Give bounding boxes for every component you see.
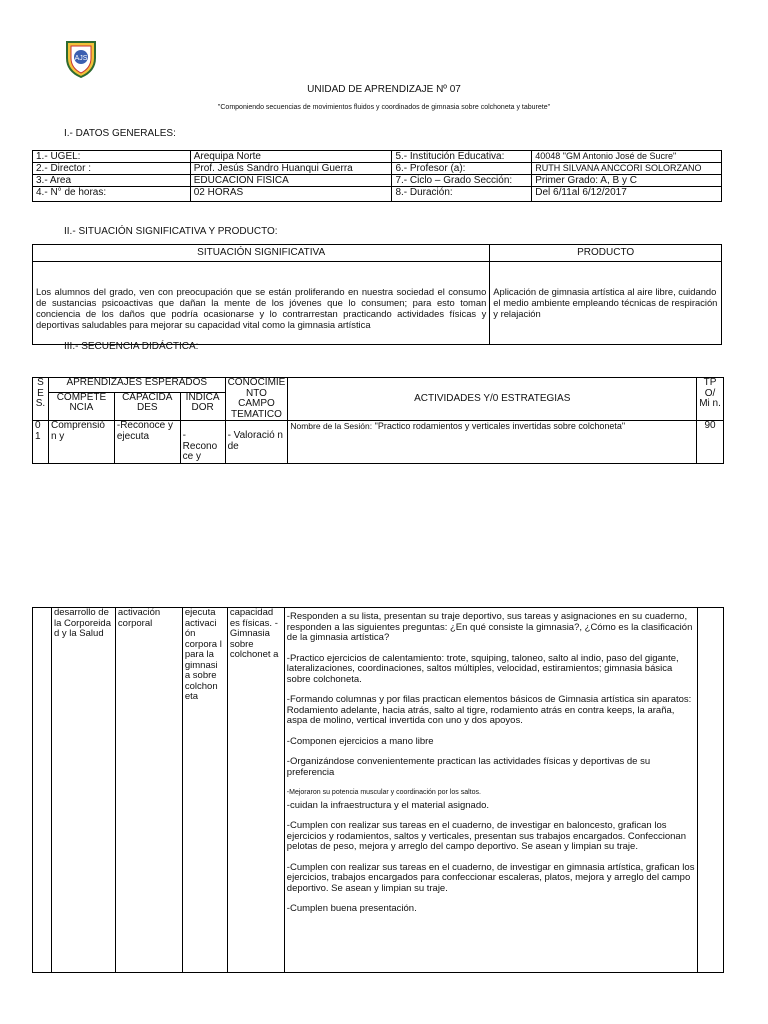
actividades-cell — [284, 608, 697, 973]
activity-item: -Formando columnas y por filas practican elementos básicos de Gimnasia artística sin aparatos: Rodamiento adelante, hacia atrás, salto al tigre, rodamiento atrás en contra keeps, la araña, aspa de molino, vertical invertida con uno y dos apoyos. — [286, 694, 692, 726]
value-cell: Primer Grado: A, B y C — [532, 175, 722, 187]
table-row — [33, 608, 724, 973]
label-cell: 1.- UGEL: — [33, 151, 191, 163]
label-cell: 6.- Profesor (a): — [392, 163, 532, 175]
section-situacion: II.- SITUACIÓN SIGNIFICATIVA Y PRODUCTO: — [64, 226, 278, 237]
capacidades-cell: activación corporal — [115, 608, 182, 973]
label-cell: 3.- Area — [33, 175, 191, 187]
capacidades-header: CAPACIDA DES — [114, 392, 180, 420]
table-row — [33, 151, 722, 163]
value-cell: RUTH SILVANA ANCCORI SOLORZANO — [532, 163, 722, 175]
ses-header: S E S. — [33, 378, 49, 421]
sesion-cell — [288, 421, 697, 464]
label-cell: 4.- N° de horas: — [33, 187, 191, 202]
conocimiento-cell: - Valoració n de — [225, 421, 288, 464]
tpo-header: TP O/ Mi n. — [697, 378, 724, 421]
secuencia-continuation-table — [32, 607, 724, 973]
situacion-table — [32, 244, 722, 345]
activity-item-small: -Mejoraron su potencia muscular y coordinación por los saltos. — [286, 789, 481, 796]
value-cell: Prof. Jesús Sandro Huanqui Guerra — [190, 163, 392, 175]
competencia-cell: Comprensió n y — [48, 421, 114, 464]
activity-item: -cuidan la infraestructura y el material asignado. — [286, 799, 490, 811]
activity-item: -Cumplen buena presentación. — [286, 903, 417, 914]
table-row — [33, 163, 722, 175]
tpo-cell — [697, 608, 723, 973]
producto-text: Aplicación de gimnasia artística al aire libre, cuidando el medio ambiente empleando técnicas de respiración y relajación — [490, 262, 722, 345]
label-cell: 8.- Duración: — [392, 187, 532, 202]
value-cell: EDUCACION FISICA — [190, 175, 392, 187]
value-cell: Arequipa Norte — [190, 151, 392, 163]
label-cell: 7.- Ciclo – Grado Sección: — [392, 175, 532, 187]
competencia-header: COMPETE NCIA — [48, 392, 114, 420]
datos-generales-table — [32, 150, 722, 202]
value-cell: 02 HORAS — [190, 187, 392, 202]
label-cell: 2.- Director : — [33, 163, 191, 175]
school-crest-icon — [64, 38, 98, 78]
activity-item: -Practico ejercicios de calentamiento: trote, squiping, taloneo, salto al indio, paso del gigante, lateralizaciones, coordinaciones, saltos múltiples, velocidad, estiramientos; gimnasia básica sobre colchoneta. — [286, 652, 679, 685]
svg-text:AJS: AJS — [74, 55, 88, 62]
label-cell: 5.- Institución Educativa: — [392, 151, 532, 163]
situacion-header: SITUACIÓN SIGNIFICATIVA — [33, 245, 490, 262]
activity-item: -Cumplen con realizar sus tareas en el cuaderno, de investigar en baloncesto, grafican los ejercicios y rodamientos, saltos y verticales, presentan sus trabajos encargados. Confeccionan pelotas de peso, mejora y arreglo del campo deportivo. Se asean y limpian su traje. — [286, 820, 687, 852]
ses-cell: 0 1 — [33, 421, 49, 464]
indicador-cell: ejecuta activaci ón corpora l para la gimnasi a sobre colchon eta — [182, 608, 227, 973]
conocimiento-header: CONOCIMIE NTO CAMPO TEMATICO — [225, 378, 288, 421]
section-datos-generales: I.- DATOS GENERALES: — [64, 128, 176, 139]
actividades-header: ACTIVIDADES Y/0 ESTRATEGIAS — [288, 378, 697, 421]
table-row — [33, 421, 724, 464]
capacidades-cell: -Reconoce y ejecuta — [114, 421, 180, 464]
sesion-name: "Practico rodamientos y verticales invertidas sobre colchoneta" — [374, 421, 626, 431]
activity-item: -Componen ejercicios a mano libre — [286, 735, 434, 747]
table-row — [33, 175, 722, 187]
situacion-text: Los alumnos del grado, ven con preocupación que se están proliferando en nuestra sociedad el consumo de sustancias psicoactivas que dañan la mente de los jóvenes que lo consumen; para esto toman conciencia de los daños que podría ocasionarse y lo contrarrestan practicando actividades físicas y deportivas saludables para mejorar su capacidad vital como la gimnasia artística — [33, 262, 490, 345]
table-row — [33, 187, 722, 202]
activity-item: -Organizándose convenientemente practican las actividades físicas y deportivas de su preferencia — [286, 756, 651, 778]
ses-cell — [33, 608, 52, 973]
value-cell: Del 6/11al 6/12/2017 — [532, 187, 722, 202]
value-cell: 40048 "GM Antonio José de Sucre" — [532, 151, 722, 163]
document-subtitle: "Componiendo secuencias de movimientos fluidos y coordinados de gimnasia sobre colchoneta y taburete" — [217, 104, 551, 111]
document-title: UNIDAD DE APRENDIZAJE Nº 07 — [307, 84, 461, 95]
sesion-label: Nombre de la Sesión: — [290, 421, 373, 431]
activity-item: -Cumplen con realizar sus tareas en el cuaderno, de investigar en gimnasia artística, grafican los ejercicios, trabajos encargados para confeccionar escaleras, platos, mejora y arreglo del campo deportivo. Se asean y limpian su traje. — [286, 861, 695, 894]
competencia-cell: desarrollo de la Corporeida d y la Salud — [51, 608, 115, 973]
conocimiento-cell: capacidad es físicas. -Gimnasia sobre colchonet a — [227, 608, 284, 973]
tpo-cell: 90 — [697, 421, 724, 464]
activity-item: -Responden a su lista, presentan su traje deportivo, sus tareas y asignaciones en su cuaderno, responden a las siguientes preguntas: ¿En qué consiste la gimnasia?, ¿Cómo es la clasificación de la gimnasia artística? — [286, 611, 693, 643]
indicador-header: INDICA DOR — [180, 392, 225, 420]
indicador-cell: - Recono ce y — [180, 421, 225, 464]
producto-header: PRODUCTO — [490, 245, 722, 262]
secuencia-table — [32, 377, 724, 464]
aprendizajes-header: APRENDIZAJES ESPERADOS — [48, 378, 225, 393]
section-secuencia: III.- SECUENCIA DIDÁCTICA: — [64, 341, 199, 352]
